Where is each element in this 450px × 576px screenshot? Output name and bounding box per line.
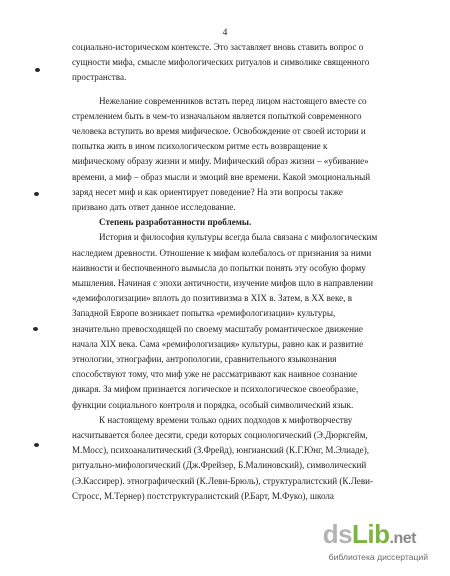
text-line: дикаря. За мифом признается логическое и психологическое своеобразие, — [72, 384, 359, 395]
text-line: социально-историческом контексте. Это заставляет вновь ставить вопрос о — [72, 42, 364, 52]
text-line: История и философия культуры всегда была связана с мифологическим — [99, 232, 378, 243]
text-line: наследием древности. Отношение к мифам колебалось от признания за ними — [72, 247, 372, 258]
document-body — [72, 40, 390, 504]
text-line: времени, а миф – образ мысли и эмоций вне времени. Какой эмоциональный — [72, 171, 371, 182]
watermark-logo — [323, 519, 416, 550]
text-line: Стросс, М.Тернер) постструктуралистский (Р.Барт, М.Фуко), школа — [72, 490, 334, 501]
text-line: функции социального контроля и порядка, особый символический язык. — [72, 399, 354, 410]
scan-mark — [35, 68, 40, 72]
watermark-logo-lib: Lib — [352, 519, 390, 549]
text-line: М.Мосс), психоаналитический (З.Фрейд), юнгианский (К.Г.Юнг, М.Элиаде), — [72, 445, 370, 456]
text-line: попытка жить в ином психологическом ритме есть возвращение к — [72, 141, 328, 152]
page-number: 4 — [222, 28, 228, 38]
text-line: этнологии, этнографии, антропологии, сравнительного языкознания — [72, 354, 337, 365]
text-line: насчитывается более десяти, среди которых социологический (Э.Дюркгейм, — [72, 430, 368, 441]
scan-mark — [34, 192, 39, 196]
text-line: призвано дать ответ данное исследование. — [72, 202, 236, 213]
watermark-logo-ds: ds — [322, 519, 353, 549]
scan-mark — [33, 327, 38, 331]
text-line: мифическому образу жизни и мифу. Мифический образ жизни – «убивание» — [72, 156, 369, 167]
text-line: (Э.Кассирер). этнографический (К.Леви-Брюль), структуралистский (К.Леви- — [72, 475, 374, 486]
text-line: К настоящему времени только одних подходов к мифотворчеству — [99, 414, 353, 425]
text-line: значительно превосходящей по своему масштабу романтическое движение — [72, 323, 363, 334]
section-heading: Степень разработанности проблемы. — [99, 217, 252, 228]
text-line: мышления. Начиная с эпохи античности, изучение мифов шло в направлении — [72, 278, 374, 289]
text-line: пространства. — [72, 72, 127, 83]
watermark-logo-net: .net — [389, 530, 416, 547]
watermark-caption: библиотека диссертаций — [328, 552, 428, 562]
text-line: Западной Европе возникает попытка «ремифологизации» культуры, — [72, 308, 336, 319]
text-line: способствуют тому, что миф уже не рассматривают как наивное сознание — [72, 369, 358, 380]
text-line: заряд несет миф и как ориентирует поведение? На эти вопросы также — [72, 186, 343, 197]
text-line: стремлением быть в чем-то изначальном является попыткой современного — [72, 110, 362, 121]
scan-mark — [34, 443, 39, 447]
text-line: ритуально-мифологический (Дж.Фрейзер, Б.Малиновский), символический — [72, 460, 367, 471]
text-line: наивности и беспочвенного вымысла до попытки понять эту особую форму — [72, 262, 366, 273]
watermark — [322, 516, 434, 568]
text-line: «демифологизации» вплоть до позитивизма в XIX в. Затем, в XX веке, в — [72, 293, 353, 304]
text-line: начала XIX века. Сама «ремифологизация» культуры, равно как и развитие — [72, 338, 364, 349]
text-line: Нежелание современников встать перед лицом настоящего вместе со — [99, 95, 367, 106]
text-line: сущности мифа, смысле мифологических ритуалов и символике священного — [72, 57, 370, 68]
text-line: человека вступить во время мифическое. Освобождение от своей истории и — [72, 126, 366, 137]
